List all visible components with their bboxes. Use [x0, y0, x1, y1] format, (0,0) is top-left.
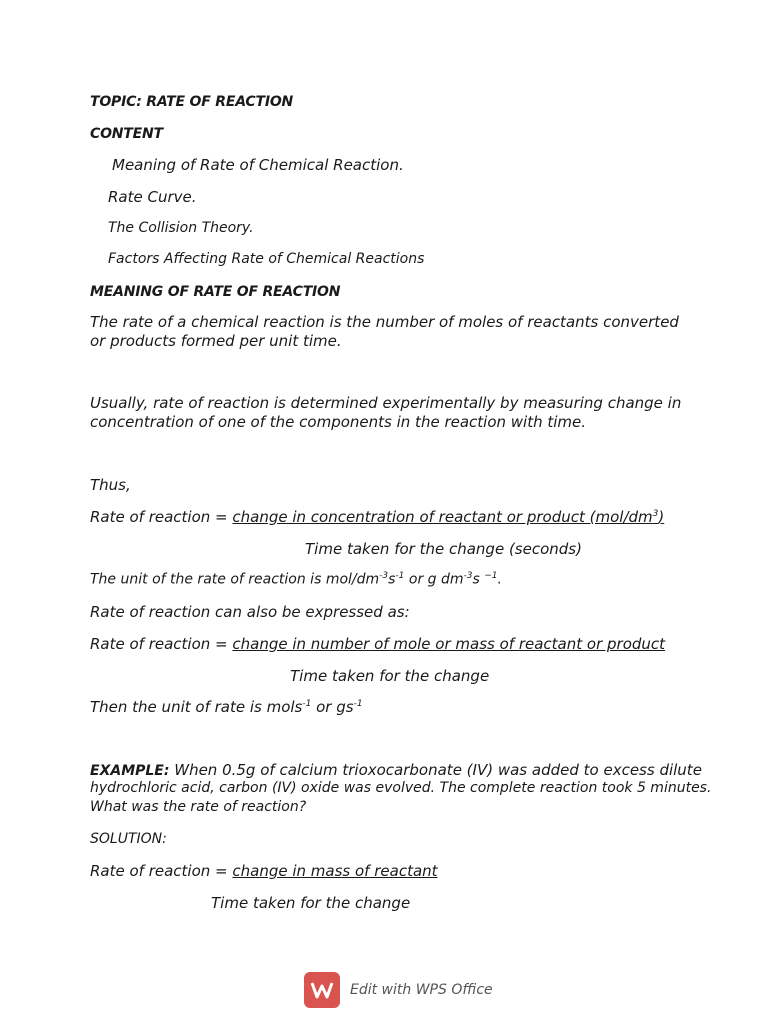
wps-edit-badge[interactable] — [304, 972, 493, 1008]
rate-formula-3: Rate of reaction = change in mass of reactant — [90, 862, 438, 880]
content-heading: CONTENT — [90, 126, 163, 142]
section-heading: MEANING OF RATE OF REACTION — [90, 284, 341, 300]
example-label: EXAMPLE: — [90, 763, 170, 779]
unit-statement-2: Then the unit of rate is mols$^{-1}$ or $gs^{-1}$ — [90, 698, 363, 716]
rate-denominator: Time taken for the change — [290, 667, 490, 685]
rate-formula-1 — [90, 508, 664, 526]
content-item: Rate Curve. — [108, 188, 197, 206]
content-item: The Collision Theory. — [108, 220, 254, 236]
thus-text: Thus, — [90, 476, 131, 494]
content-item: Meaning of Rate of Chemical Reaction. — [112, 156, 404, 174]
content-item: Factors Affecting Rate of Chemical Reactions — [108, 251, 425, 267]
unit-statement: The unit of the rate of reaction is mol/$dm^{-3}s^{-1}$ or g $dm^{-3}s$ $^{-1}$. — [90, 571, 502, 588]
also-expressed-text: Rate of reaction can also be expressed as: — [90, 603, 410, 621]
example-line: EXAMPLE: When 0.5g of calcium trioxocarbonate (IV) was added to excess dilute — [90, 761, 702, 779]
example-line: hydrochloric acid, carbon (IV) oxide was evolved. The complete reaction took 5 minutes. — [90, 780, 712, 796]
definition-paragraph: The rate of a chemical reaction is the number of moles of reactants converted or products formed per unit time. — [90, 313, 679, 350]
method-paragraph: Usually, rate of reaction is determined experimentally by measuring change in concentration of one of the components in the reaction with time. — [90, 394, 682, 431]
rate-numerator: change in concentration of reactant or product $(mol/dm^3)$ — [232, 508, 665, 526]
wps-logo-icon — [304, 972, 340, 1008]
solution-label: SOLUTION: — [90, 831, 167, 847]
topic-heading: TOPIC: RATE OF REACTION — [90, 94, 294, 110]
rate-label: Rate of reaction = — [90, 508, 233, 526]
rate-numerator: change in number of mole or mass of reactant or product — [232, 635, 666, 653]
example-line: What was the rate of reaction? — [90, 799, 307, 815]
rate-numerator: change in mass of reactant — [232, 862, 438, 880]
rate-denominator: Time taken for the change (seconds) — [305, 540, 582, 558]
rate-formula-2: Rate of reaction = change in number of mole or mass of reactant or product — [90, 635, 666, 653]
rate-denominator: Time taken for the change — [211, 894, 411, 912]
wps-label: Edit with WPS Office — [350, 982, 493, 998]
